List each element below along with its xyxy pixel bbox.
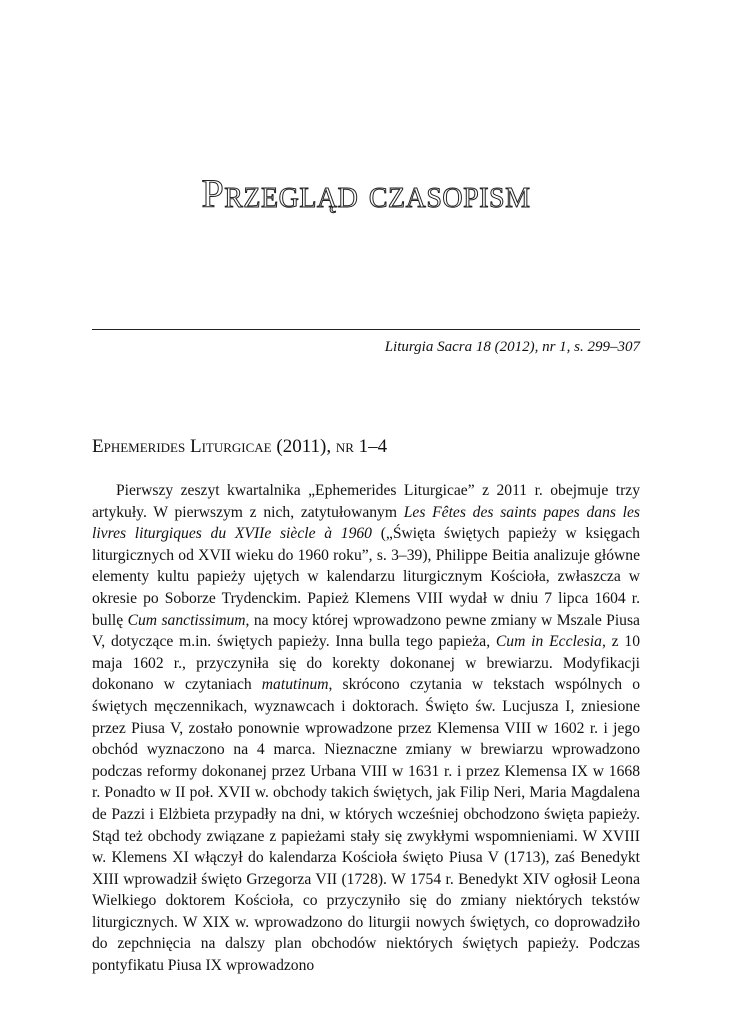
text-run: , z 10 maja 1602 r., przyczyniła się do korekty dokonanej w brewiarzu. Modyfikacji dokonano w czytaniach xyxy=(92,633,640,694)
text-run: („Święta świętych papieży w księgach liturgicznych od XVII wieku do 1960 roku”, s. 3–39), Philippe Beitia analizuje główne elementy kultu papieży ujętych w kalendarzu liturgicznym Kościoła, zwłaszcza w okresie po Soborze Trydenckim. Papież Klemens VIII wydał w dniu 7 lipca 1604 r. bullę xyxy=(92,525,640,629)
section-heading: Ephemerides Liturgicae (2011), nr 1–4 xyxy=(92,436,388,457)
text-run: , skrócono czytania w tekstach wspólnych o świętych męczennikach, wyznawcach i doktorach. Święto św. Lucjusza I, zniesione przez Piusa V, zostało ponownie wprowadzone przez Klemensa VIII w 1602 r. i jego obchód wyznaczono na 4 marca. Nieznaczne zmiany w brewiarzu wprowadzono podczas reformy dokonanej przez Urbana VIII w 1631 r. i przez Klemensa IX w 1668 r. Ponadto w II poł. XVII w. obchody takich świętych, jak Filip Neri, Maria Magdalena de Pazzi i Elżbieta przypadły na dni, w których wcześniej obchodzono święta papieży. Stąd też obchody związane z papieżami stały się zwykłymi wspomnieniami. W XVIII w. Klemens XI włączył do kalendarza Kościoła święto Piusa V (1713), zaś Benedykt XIII wprowadził święto Grzegorza VII (1728). W 1754 r. Benedykt XIV ogłosił Leona Wielkiego doktorem Kościoła, co przyczyniło się do zmiany niektórych tekstów liturgicznych. W XIX w. wprowadzono do liturgii nowych świętych, co doprowadziło do zepchnięcia na dalszy plan obchodów niektórych świętych papieży. Podczas pontyfikatu Piusa IX wprowadzono xyxy=(92,676,640,975)
header-rule xyxy=(92,329,640,330)
text-run: Pierwszy zeszyt kwartalnika „Ephemerides Liturgicae” z 2011 r. obejmuje trzy artykuły. W pierwszym z nich, zatytułowanym xyxy=(92,482,640,521)
journal-citation: Liturgia Sacra 18 (2012), nr 1, s. 299–307 xyxy=(384,339,640,355)
page-title: Przegląd czasopism xyxy=(201,171,531,216)
italic-text-run: matutinum xyxy=(261,676,329,694)
italic-text-run: Cum sanctissimum xyxy=(127,611,246,629)
text-run: , na mocy której wprowadzono pewne zmiany w Mszale Piusa V, dotyczące m.in. świętych papieży. Inna bulla tego papieża, xyxy=(92,611,640,651)
italic-text-run: Les Fêtes des saints papes dans les livres liturgiques du XVIIe siècle à 1960 xyxy=(92,503,641,543)
italic-text-run: Cum in Ecclesia xyxy=(495,633,602,651)
body-paragraph xyxy=(92,480,640,977)
